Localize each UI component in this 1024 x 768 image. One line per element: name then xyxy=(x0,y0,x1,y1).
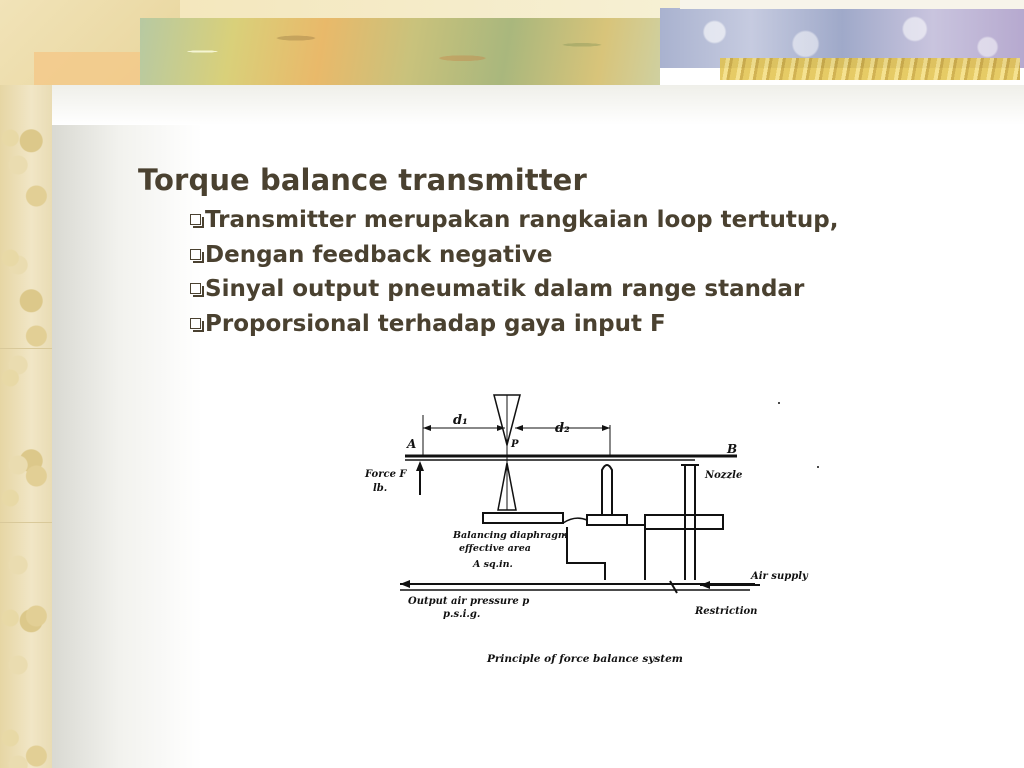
diagram-caption: Principle of force balance system xyxy=(487,653,683,665)
label-force: Force F xyxy=(365,469,407,480)
label-nozzle: Nozzle xyxy=(705,470,743,481)
label-point-b: B xyxy=(727,442,738,456)
top-decorative-banner xyxy=(0,0,1024,85)
label-area-units: A sq.in. xyxy=(473,559,513,570)
bullet-text: Proporsional terhadap gaya input F xyxy=(205,310,666,337)
bullet-item xyxy=(190,238,838,273)
label-output-units: p.s.i.g. xyxy=(443,609,481,620)
label-d1: d₁ xyxy=(453,413,468,428)
bullet-text: Dengan feedback negative xyxy=(205,241,553,268)
label-d2: d₂ xyxy=(555,421,570,436)
banner-shadow-fade xyxy=(52,85,1024,125)
checkbox-bullet-icon xyxy=(190,283,203,296)
bullet-item xyxy=(190,203,838,238)
label-force-unit: lb. xyxy=(373,483,388,494)
left-decorative-strip xyxy=(0,0,52,768)
label-air-supply: Air supply xyxy=(751,571,808,582)
bullet-item xyxy=(190,307,838,342)
slide-title: Torque balance transmitter xyxy=(138,163,587,197)
checkbox-bullet-icon xyxy=(190,249,203,262)
label-diaphragm: Balancing diaphragm xyxy=(453,530,568,541)
force-balance-diagram xyxy=(355,385,835,680)
nozzle xyxy=(685,465,695,580)
checkbox-bullet-icon xyxy=(190,214,203,227)
bullet-list xyxy=(190,203,838,341)
label-effective-area: effective area xyxy=(459,543,531,554)
bullet-text: Sinyal output pneumatik dalam range standar xyxy=(205,276,805,302)
label-point-a: A xyxy=(407,437,417,451)
label-pivot: P xyxy=(511,439,519,450)
label-restriction: Restriction xyxy=(695,606,758,617)
bullet-item xyxy=(190,272,838,307)
label-output-pressure: Output air pressure p xyxy=(408,596,530,607)
checkbox-bullet-icon xyxy=(190,318,203,331)
bullet-text: Transmitter merupakan rangkaian loop tertutup, xyxy=(205,207,839,233)
balancing-diaphragm xyxy=(483,513,563,523)
restriction xyxy=(670,581,677,593)
